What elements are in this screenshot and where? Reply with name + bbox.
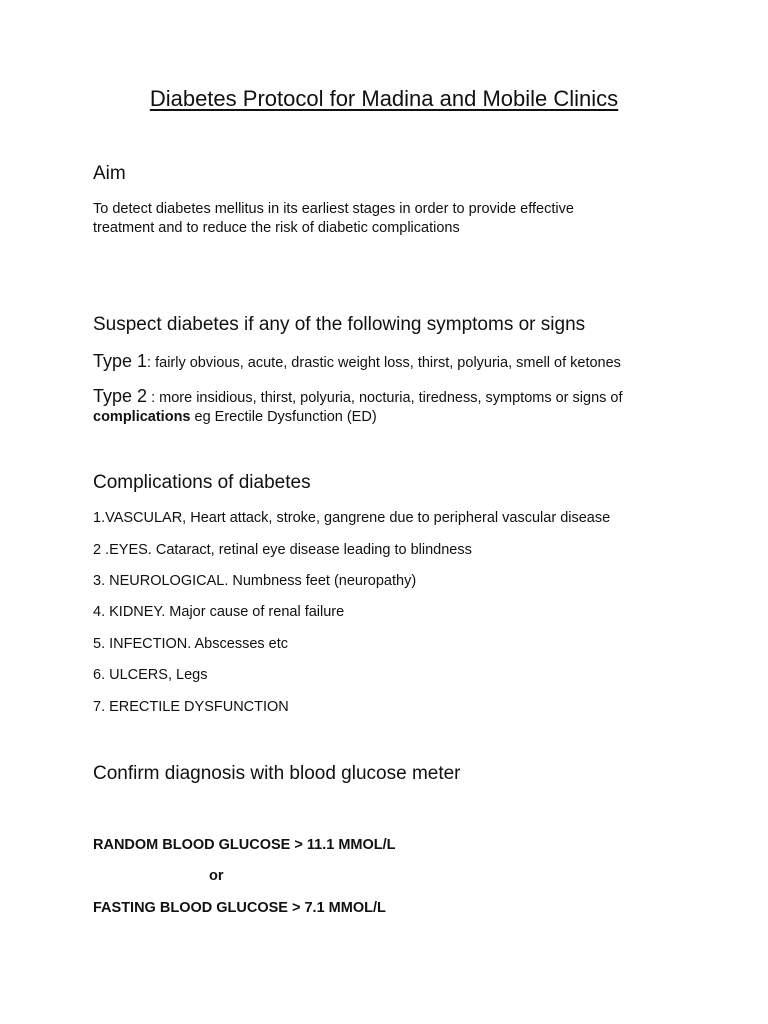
document-title: Diabetes Protocol for Madina and Mobile Clinics — [149, 86, 619, 111]
type2-bold-complications: complications — [93, 409, 191, 425]
complication-item: 2 .EYES. Cataract, retinal eye disease leading to blindness — [93, 542, 472, 558]
random-glucose-criterion: RANDOM BLOOD GLUCOSE > 11.1 MMOL/L — [93, 837, 396, 853]
complication-item: 4. KIDNEY. Major cause of renal failure — [93, 604, 345, 620]
type1-line — [93, 352, 621, 373]
suspect-heading: Suspect diabetes if any of the following symptoms or signs — [93, 314, 586, 335]
type1-label: Type 1 — [93, 351, 148, 371]
confirm-heading: Confirm diagnosis with blood glucose meter — [93, 763, 461, 784]
aim-text-line-1: To detect diabetes mellitus in its earliest stages in order to provide effective — [93, 201, 574, 217]
complication-item: 5. INFECTION. Abscesses etc — [93, 636, 288, 652]
type1-text: : fairly obvious, acute, drastic weight loss, thirst, polyuria, smell of ketones — [147, 355, 621, 371]
complications-heading: Complications of diabetes — [93, 472, 311, 493]
aim-heading: Aim — [93, 163, 126, 184]
complication-item: 6. ULCERS, Legs — [93, 667, 208, 683]
type2-text: : more insidious, thirst, polyuria, nocturia, tiredness, symptoms or signs of — [147, 390, 623, 406]
fasting-glucose-criterion: FASTING BLOOD GLUCOSE > 7.1 MMOL/L — [93, 900, 386, 916]
type2-rest: eg Erectile Dysfunction (ED) — [190, 409, 377, 425]
aim-text-line-2: treatment and to reduce the risk of diabetic complications — [93, 220, 460, 236]
complication-item: 1.VASCULAR, Heart attack, stroke, gangrene due to peripheral vascular disease — [93, 510, 611, 526]
complication-item: 3. NEUROLOGICAL. Numbness feet (neuropathy) — [93, 573, 417, 589]
type2-line — [93, 387, 623, 408]
or-text: or — [209, 868, 224, 884]
type2-line-2 — [93, 408, 377, 427]
type2-label: Type 2 — [93, 386, 148, 406]
complication-item: 7. ERECTILE DYSFUNCTION — [93, 699, 289, 715]
